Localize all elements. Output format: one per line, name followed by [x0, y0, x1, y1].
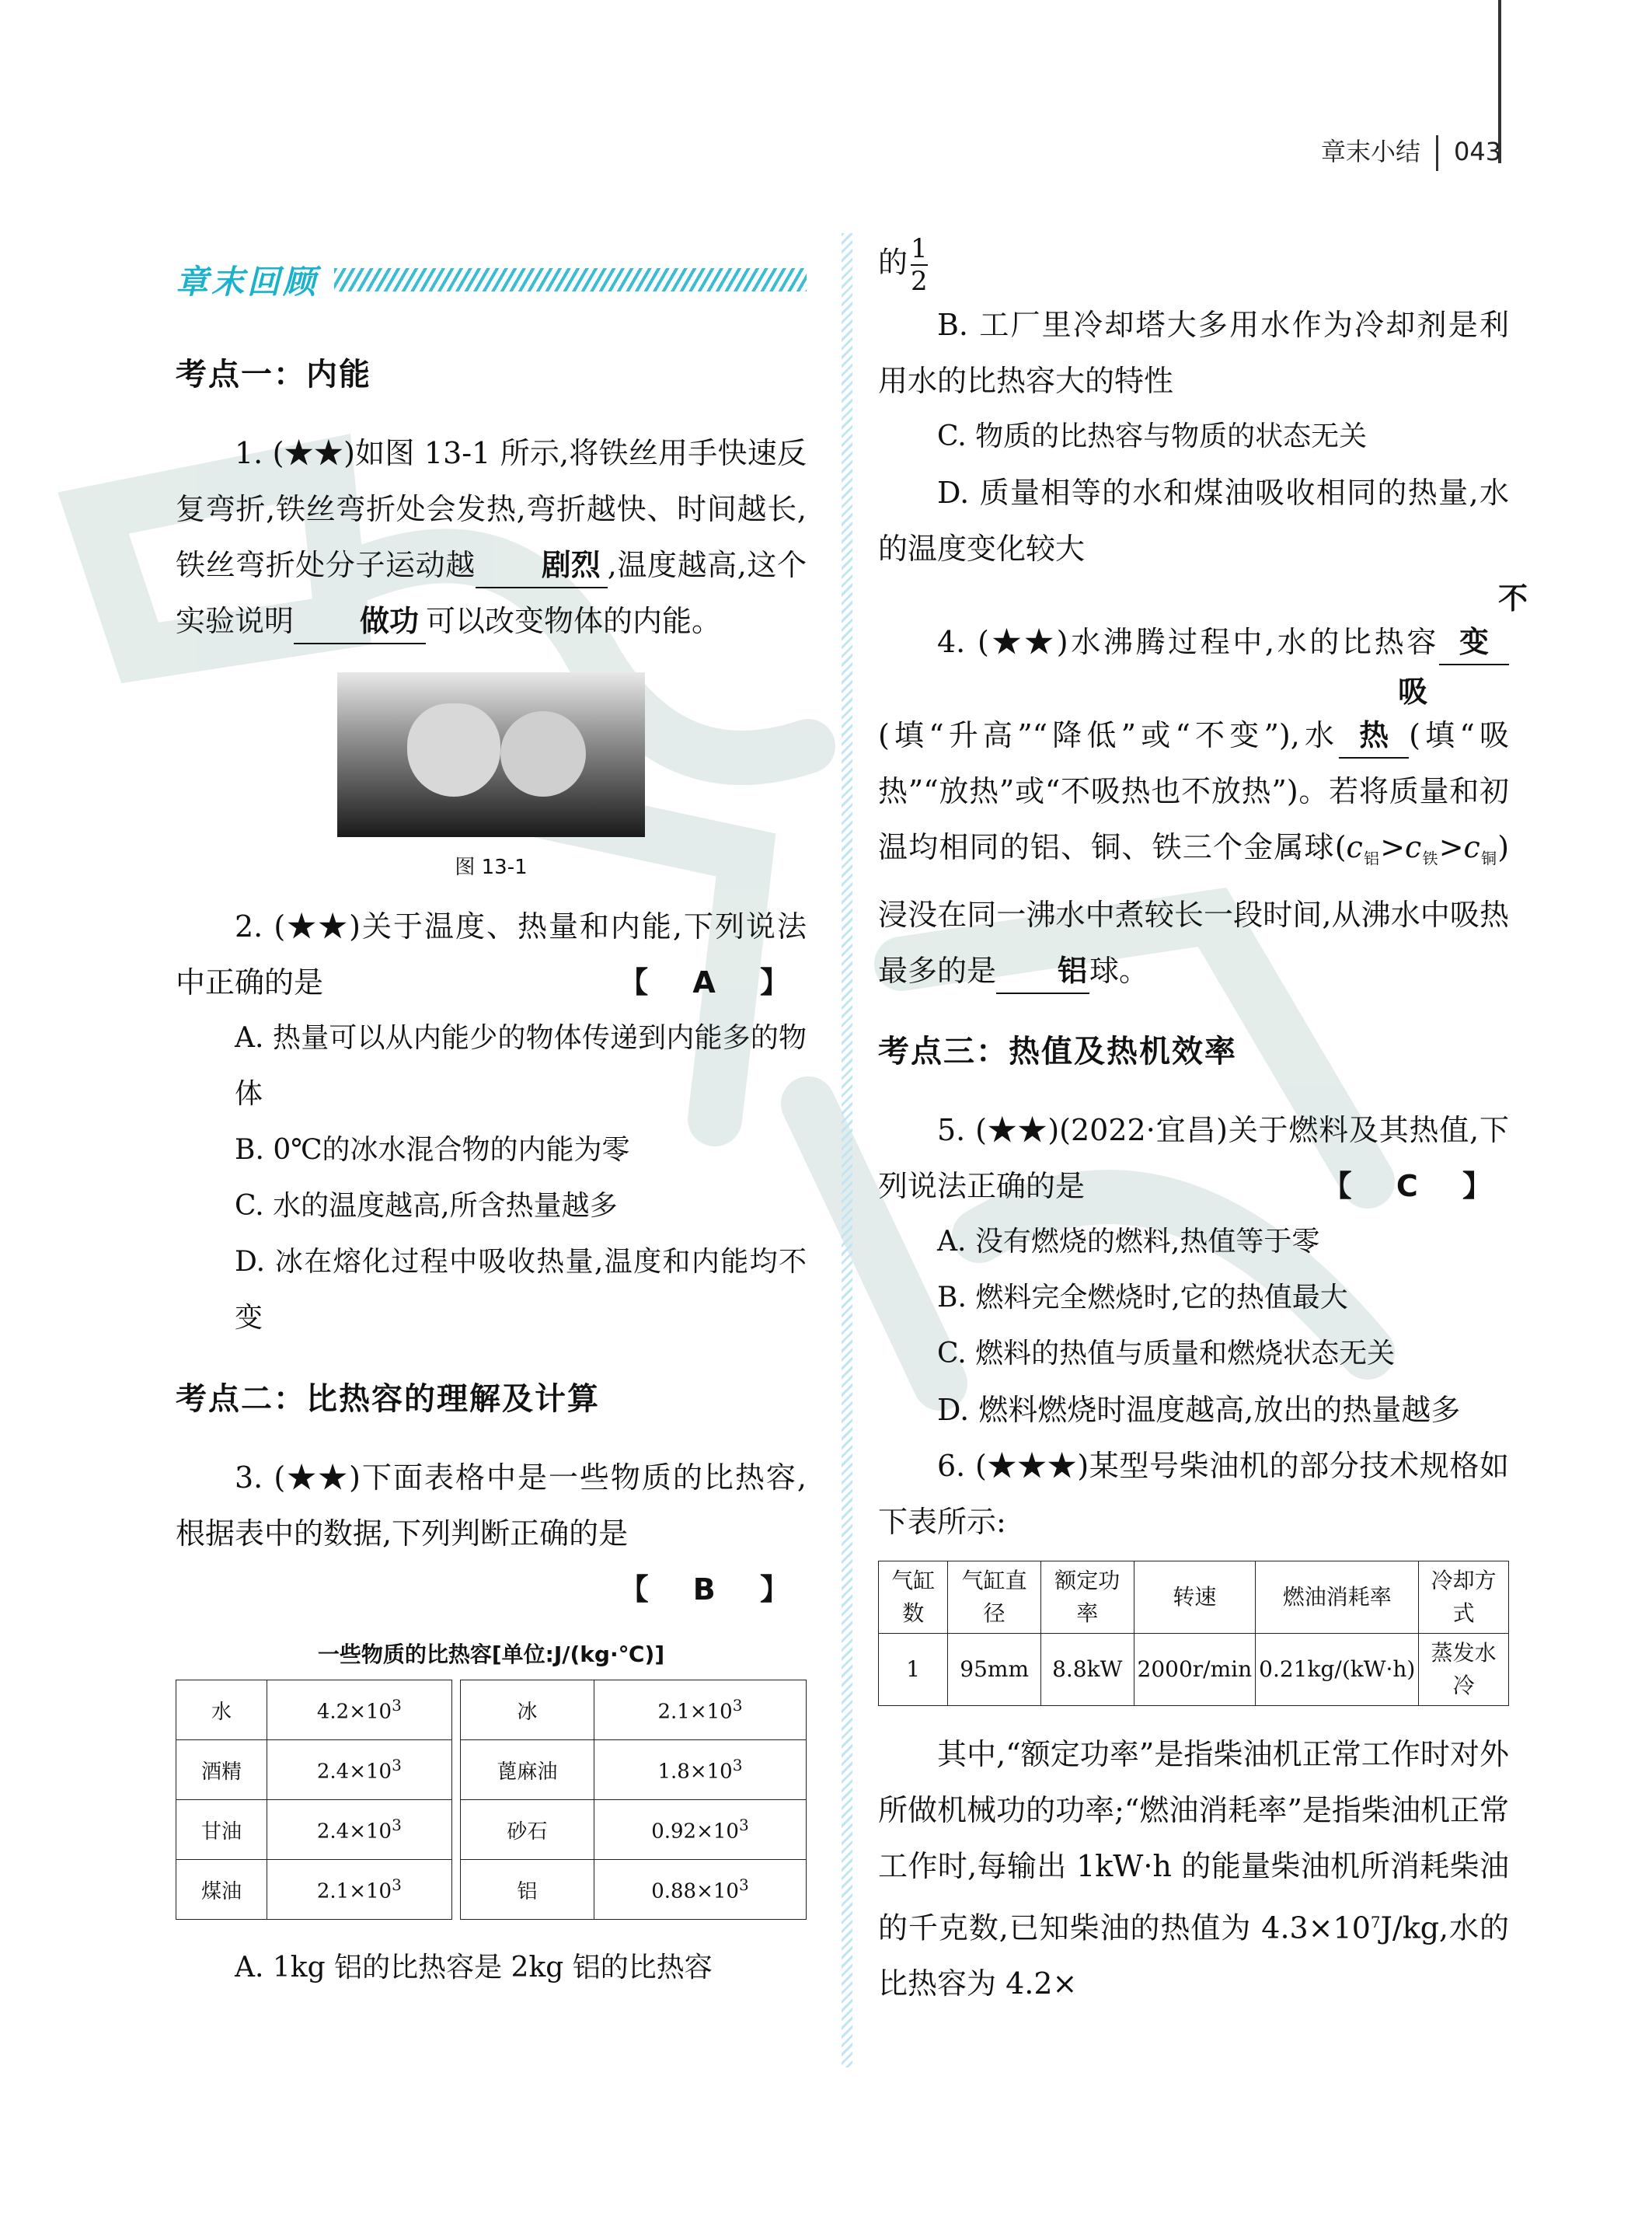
q3-option-d: D. 质量相等的水和煤油吸收相同的热量,水的温度变化较大: [878, 476, 1509, 566]
c-aluminum: c: [1346, 830, 1363, 864]
value-exponent: 3: [392, 1756, 402, 1775]
substance-cell: 甘油: [176, 1800, 267, 1860]
fraction-numerator: 1: [911, 233, 928, 264]
value-cell: $0.88\times 10^3$: [594, 1860, 806, 1920]
sub-iron: 铁: [1421, 849, 1439, 868]
fraction-prefix: 的: [878, 245, 908, 280]
value-cell: $2.4\times 10^3$: [267, 1740, 451, 1800]
value-cell: $2.1\times 10^3$: [267, 1860, 451, 1920]
value-exponent: 3: [732, 1756, 743, 1775]
question-6: 6. (★★★)某型号柴油机的部分技术规格如下表所示:: [878, 1448, 1509, 1539]
q3-answer: 【 B 】: [619, 1572, 807, 1607]
gt-1: >: [1380, 830, 1406, 864]
right-column: [878, 233, 1528, 2011]
q1-blank-1: 剧烈: [476, 543, 608, 588]
q4-blank-3: 铝: [996, 949, 1089, 994]
engine-cell: 蒸发水冷: [1419, 1633, 1509, 1705]
substance-cell: 铝: [460, 1860, 594, 1920]
q6-description: [878, 1726, 1509, 2012]
q4-blank-1: 不变: [1439, 577, 1509, 665]
value-cell: $2.1\times 10^3$: [594, 1680, 806, 1740]
value-cell: $1.8\times 10^3$: [594, 1740, 806, 1800]
q5-option-b: B. 燃料完全燃烧时,它的热值最大: [937, 1281, 1348, 1314]
question-2: [176, 898, 807, 1010]
q3-option-a-continued: [878, 233, 1509, 297]
substance-cell: 酒精: [176, 1740, 267, 1800]
hand-right: [500, 711, 586, 797]
kp1-heading: 考点一：内能: [176, 357, 371, 393]
q4-part-5: 球。: [1089, 953, 1149, 988]
q3-option-c: C. 物质的比热容与物质的状态无关: [937, 420, 1368, 452]
value-exponent: 3: [392, 1816, 402, 1835]
substance-cell: 砂石: [460, 1800, 594, 1860]
sub-aluminum: 铝: [1362, 849, 1381, 868]
q3-answer-line: [176, 1561, 807, 1617]
q4-part-1: 4. (★★)水沸腾过程中,水的比热容: [937, 625, 1439, 659]
heat-table-row: [176, 1680, 807, 1740]
question-4: [878, 577, 1528, 999]
substance-cell: 煤油: [176, 1860, 267, 1920]
q1-blank-2: 做功: [294, 599, 426, 644]
q2-option-a: A. 热量可以从内能少的物体传递到内能多的物体: [235, 1022, 807, 1110]
q4-part-3: (填“吸热”“放热”或“不吸热也不放热”)。若将质量和初温均相同的铝、铜、铁三个金属球(: [878, 718, 1509, 864]
q5-option-c: C. 燃料的热值与质量和燃烧状态无关: [937, 1337, 1396, 1369]
c-copper: c: [1463, 830, 1480, 864]
q4-part-4: )浸没在同一沸水中煮较长一段时间,从沸水中吸热最多的是: [878, 830, 1510, 988]
q2-option-d: D. 冰在熔化过程中吸收热量,温度和内能均不变: [235, 1246, 807, 1334]
c-iron: c: [1405, 830, 1422, 864]
section-title-text: 章末回顾: [176, 263, 319, 301]
header-section: 章末小结: [1321, 137, 1421, 166]
q5-stem: 5. (★★)(2022·宜昌)关于燃料及其热值,下列说法正确的是: [878, 1112, 1509, 1203]
q2-option-c: C. 水的温度越高,所含热量越多: [235, 1190, 618, 1222]
engine-header-cell: 燃油消耗率: [1256, 1561, 1419, 1633]
fraction-denominator: 2: [911, 266, 928, 297]
engine-header-cell: 气缸直径: [948, 1561, 1041, 1633]
value-cell: $2.4\times 10^3$: [267, 1800, 451, 1860]
q6-text-b: J/kg,水的比热容为 4.2×: [878, 1910, 1509, 2001]
q2-stem: 2. (★★)关于温度、热量和内能,下列说法中正确的是: [176, 909, 807, 1000]
value-cell: $4.2\times 10^3$: [267, 1680, 451, 1740]
q5-option-a: A. 没有燃烧的燃料,热值等于零: [937, 1225, 1320, 1258]
running-header: [1321, 132, 1501, 171]
value-exponent: 3: [392, 1875, 402, 1895]
substance-cell: 冰: [460, 1680, 594, 1740]
q1-pre: 1. (★★)如图 13-1 所示,将铁丝用手快速反复弯折,铁丝弯折处会发热,弯折越快、时间越长,铁丝弯折处分子运动越: [176, 436, 807, 582]
q4-part-2: (填“升高”“降低”或“不变”),水: [878, 718, 1340, 752]
engine-cell: 2000r/min: [1134, 1633, 1256, 1705]
q5-answer: 【 C 】: [1322, 1168, 1509, 1203]
q6-exponent: 7: [1370, 1912, 1381, 1931]
kp2-heading: 考点二：比热容的理解及计算: [176, 1381, 600, 1417]
q3-option-b: B. 工厂里冷却塔大多用水作为冷却剂是利用水的比热容大的特性: [878, 308, 1509, 398]
q4-blank-2: 吸热: [1339, 670, 1409, 759]
question-3: [176, 1450, 807, 1561]
table-gap: [451, 1680, 460, 1740]
engine-table-header: [879, 1561, 1509, 1633]
q1-mid: ,温度越高,这个实验说明: [176, 548, 807, 638]
section-title-bar: [334, 268, 807, 291]
value-cell: $0.92\times 10^3$: [594, 1800, 806, 1860]
substance-cell: 水: [176, 1680, 267, 1740]
engine-cell: 95mm: [948, 1633, 1041, 1705]
table-gap: [451, 1740, 460, 1800]
table-gap: [451, 1800, 460, 1860]
question-1: [176, 425, 807, 649]
engine-header-cell: 气缸数: [879, 1561, 948, 1633]
q6-text-a: 其中,“额定功率”是指柴油机正常工作时对外所做机械功的功率;“燃油消耗率”是指柴油机正常工作时,每输出 1kW·h 的能量柴油机所消耗柴油的千克数,已知柴油的热值为 4.3×10: [878, 1736, 1509, 1945]
q1-post: 可以改变物体的内能。: [426, 604, 722, 638]
page-number: 043: [1454, 137, 1502, 166]
engine-cell: 0.21kg/(kW·h): [1256, 1633, 1419, 1705]
section-title: [176, 256, 807, 303]
value-exponent: 3: [738, 1816, 749, 1835]
q3-stem: 3. (★★)下面表格中是一些物质的比热容,根据表中的数据,下列判断正确的是: [176, 1460, 807, 1551]
engine-cell: 1: [879, 1633, 948, 1705]
heat-table-title: 一些物质的比热容[单位:J/(kg·℃)]: [317, 1642, 665, 1667]
heat-capacity-table: [176, 1680, 807, 1920]
figure-13-1-image: [337, 672, 645, 837]
kp3-heading: 考点三：热值及热机效率: [878, 1033, 1237, 1069]
table-gap: [451, 1860, 460, 1920]
q2-option-b: B. 0℃的冰水混合物的内能为零: [235, 1134, 630, 1166]
value-exponent: 3: [732, 1696, 743, 1715]
q5-option-d: D. 燃料燃烧时温度越高,放出的热量越多: [937, 1392, 1461, 1427]
heat-table-row: [176, 1860, 807, 1920]
question-5: [878, 1102, 1509, 1214]
engine-cell: 8.8kW: [1040, 1633, 1134, 1705]
q2-answer: 【 A 】: [619, 965, 807, 1000]
engine-header-cell: 冷却方式: [1419, 1561, 1509, 1633]
value-exponent: 3: [392, 1696, 402, 1715]
gt-2: >: [1438, 830, 1464, 864]
substance-cell: 蓖麻油: [460, 1740, 594, 1800]
value-exponent: 3: [738, 1875, 749, 1895]
engine-table-row: [879, 1633, 1509, 1705]
header-separator: [1436, 135, 1438, 171]
engine-header-cell: 转速: [1134, 1561, 1256, 1633]
engine-header-cell: 额定功率: [1040, 1561, 1134, 1633]
heat-table-row: [176, 1740, 807, 1800]
engine-spec-table: [878, 1561, 1509, 1706]
column-divider: [842, 233, 852, 2067]
heat-table-row: [176, 1800, 807, 1860]
left-column: [176, 256, 807, 1996]
hand-left: [407, 703, 500, 797]
sub-copper: 铜: [1479, 849, 1498, 868]
fraction-one-half: [911, 233, 928, 297]
q3-option-a: A. 1kg 铝的比热容是 2kg 铝的比热容: [235, 1952, 713, 1984]
figure-caption: 图 13-1: [455, 856, 528, 879]
